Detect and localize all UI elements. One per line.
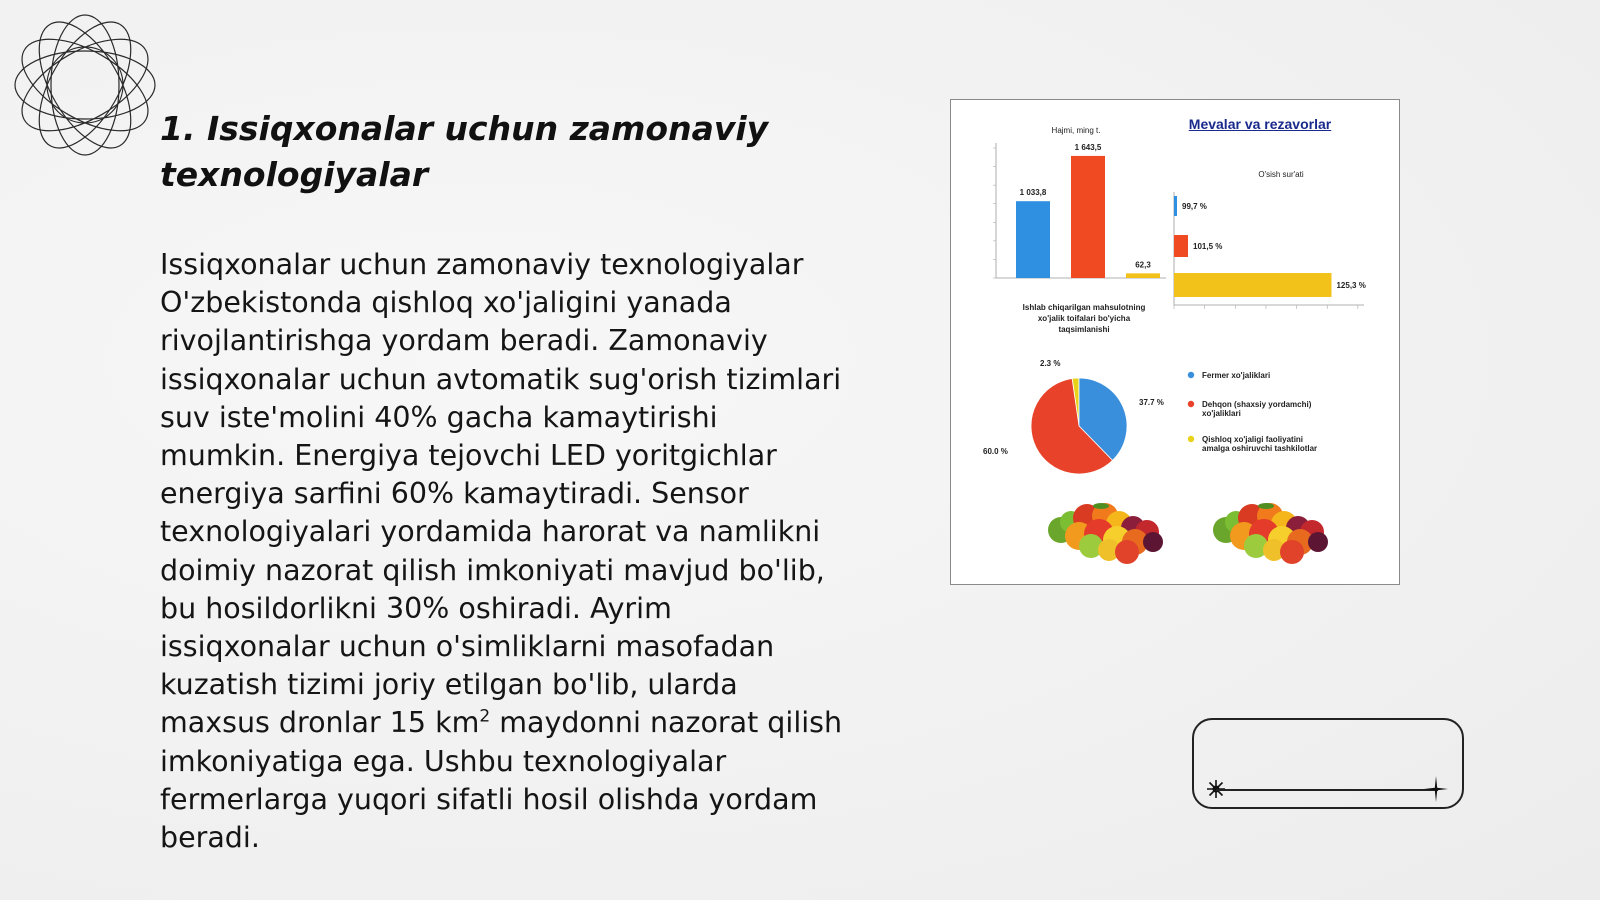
bar-x-axis-label: taqsimlanishi [1058, 325, 1110, 334]
progress-slider-widget[interactable] [1192, 718, 1464, 809]
bar-3 [1126, 273, 1160, 278]
leaf [1258, 503, 1274, 509]
slider-track[interactable] [1216, 789, 1438, 791]
leaf [1093, 503, 1109, 509]
legend-label: Fermer xo'jaliklari [1202, 371, 1271, 380]
bar-value-label: 1 643,5 [1074, 142, 1102, 152]
legend-label: amalga oshiruvchi tashkilotlar [1202, 444, 1318, 453]
bar-value-label: 1 033,8 [1019, 188, 1047, 198]
figure-title: Mevalar va rezavorlar [1188, 116, 1332, 132]
bar-x-axis-label: Ishlab chiqarilgan mahsulotning [1022, 303, 1146, 312]
bar-value-label: 62,3 [1135, 260, 1151, 270]
pie-value-label: 2.3 % [1040, 359, 1061, 368]
pie-value-label: 60.0 % [983, 447, 1008, 456]
body-text-part-1: Issiqxonalar uchun zamonaviy texnologiyalar O'zbekistonda qishloq xo'jaligini yanada rivojlantirishga yordam beradi. Zamonaviy issiqxonalar uchun avtomatik sug'orish tizimlari suv iste'molini 40% gacha kamaytirishi mumkin. Energiya tejovchi LED yoritgichlar energiya sarfini 60% kamaytiradi. Sensor texnologiyalari yordamida harorat va namlikni doimiy nazorat qilish imkoniyati mavjud bo'lib, bu hosildorlikni 30% oshiradi. Ayrim issiqxonalar uchun o'simliklarni masofadan kuzatish tizimi joriy etilgan bo'lib, ularda maxsus dronlar 15 km [160, 248, 842, 740]
hbar-value-label: 125,3 % [1336, 281, 1366, 290]
bar-x-axis-label: xo'jalik toifalari bo'yicha [1037, 314, 1131, 323]
hbar-2 [1174, 235, 1188, 257]
hbar-3 [1174, 273, 1331, 297]
superscript-2: 2 [479, 706, 491, 727]
body-text-part-2: maydonni nazorat qilish imkoniyatiga ega. Ushbu texnologiyalar fermerlarga yuqori sifatli hosil olishda yordam beradi. [160, 706, 843, 855]
cross-star-icon [1424, 776, 1448, 802]
fruit-pile-right-icon [1213, 503, 1328, 564]
fruit [1308, 532, 1328, 552]
legend-label: Dehqon (shaxsiy yordamchi) [1202, 400, 1312, 409]
hbar-value-label: 101,5 % [1193, 242, 1223, 251]
pie-value-label: 37.7 % [1139, 398, 1164, 407]
bar-chart-title: Hajmi, ming t. [1051, 126, 1101, 135]
legend-marker-2 [1188, 401, 1194, 407]
bar-2 [1071, 156, 1105, 278]
fruit-statistics-figure [950, 99, 1400, 585]
slide-title [160, 106, 860, 198]
flower-of-life-icon [10, 10, 160, 160]
hbar-chart-title: O'sish sur'ati [1258, 170, 1304, 179]
title-line-1: 1. Issiqxonalar uchun zamonaviy [160, 109, 769, 148]
fruit [1143, 532, 1163, 552]
body-paragraph [160, 246, 850, 857]
figure-charts [951, 100, 1399, 584]
legend-label: Qishloq xo'jaligi faoliyatini [1202, 435, 1304, 444]
legend-marker-3 [1188, 436, 1194, 442]
legend-marker-1 [1188, 372, 1194, 378]
hbar-1 [1174, 196, 1177, 216]
bar-1 [1016, 201, 1050, 278]
legend-label: xo'jaliklari [1202, 409, 1241, 418]
fruit [1280, 540, 1304, 564]
fruit-pile-left-icon [1048, 503, 1163, 564]
hbar-value-label: 99,7 % [1182, 202, 1207, 211]
title-line-2: texnologiyalar [160, 155, 429, 194]
fruit [1115, 540, 1139, 564]
